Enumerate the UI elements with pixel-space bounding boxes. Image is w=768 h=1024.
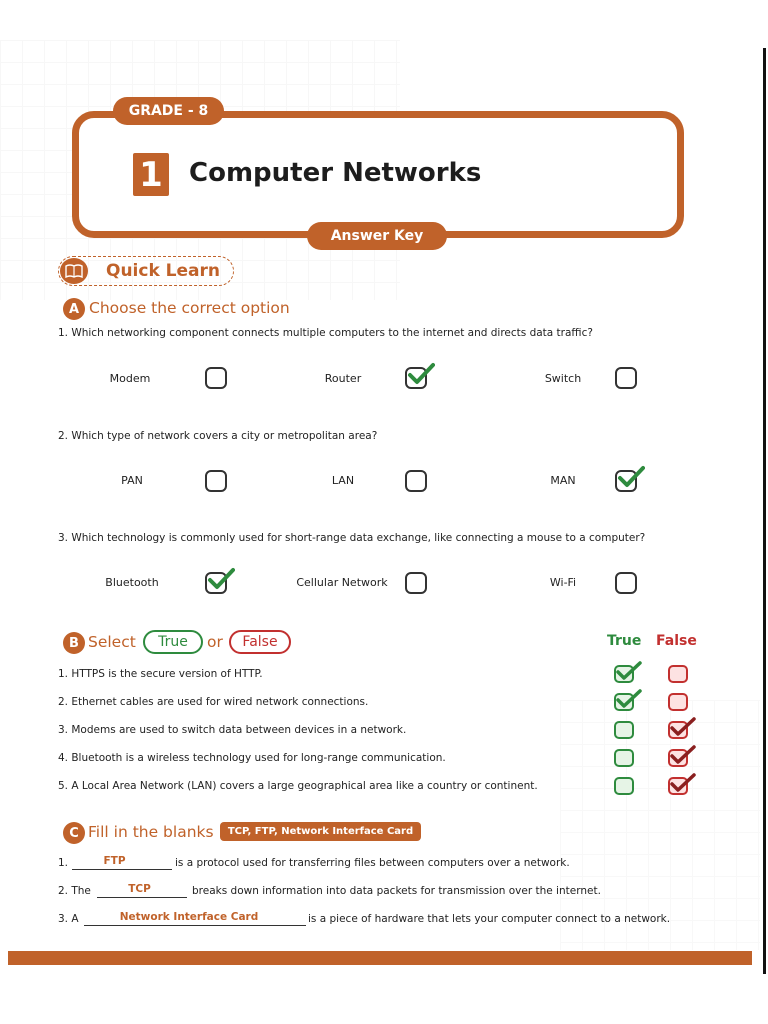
option-label: Modem	[109, 372, 151, 385]
blank-suffix: is a piece of hardware that lets your computer connect to a network.	[308, 913, 671, 925]
option-label: Wi-Fi	[549, 576, 577, 589]
blank-answer: FTP	[103, 855, 126, 867]
true-checkbox[interactable]	[614, 721, 634, 739]
option-checkbox[interactable]	[615, 572, 637, 594]
blank-prefix: 1.	[58, 857, 69, 869]
false-column-header: False	[656, 633, 697, 649]
option-label: Cellular Network	[296, 576, 388, 589]
option-label: PAN	[121, 474, 143, 487]
blank-suffix: is a protocol used for transferring files between computers over a network.	[175, 857, 570, 869]
checkmark-icon	[615, 465, 645, 489]
option-checkbox[interactable]	[405, 572, 427, 594]
statement-4: 4. Bluetooth is a wireless technology used for long-range communication.	[58, 752, 446, 764]
option-label: MAN	[550, 474, 576, 487]
blank-prefix: 3. A	[58, 913, 79, 925]
question-1: 1. Which networking component connects multiple computers to the internet and directs data traffic?	[58, 327, 593, 339]
section-b-badge: B	[63, 632, 85, 654]
option-label: Router	[324, 372, 362, 385]
page-edge-line	[763, 48, 766, 974]
option-checkbox[interactable]	[205, 367, 227, 389]
false-pill: False	[229, 630, 291, 654]
book-icon	[60, 258, 88, 284]
statement-5: 5. A Local Area Network (LAN) covers a large geographical area like a country or continent.	[58, 780, 538, 792]
statement-1: 1. HTTPS is the secure version of HTTP.	[58, 668, 263, 680]
blank-suffix: breaks down information into data packets for transmission over the internet.	[192, 885, 601, 897]
checkmark-icon	[614, 660, 642, 682]
true-checkbox[interactable]	[614, 749, 634, 767]
word-bank: TCP, FTP, Network Interface Card	[220, 822, 421, 841]
false-checkbox[interactable]	[668, 665, 688, 683]
or-label: or	[207, 633, 223, 651]
option-label: LAN	[331, 474, 355, 487]
option-checkbox[interactable]	[205, 470, 227, 492]
quick-learn-label: Quick Learn	[106, 261, 221, 281]
checkmark-icon	[668, 772, 696, 794]
statement-2: 2. Ethernet cables are used for wired network connections.	[58, 696, 369, 708]
question-2: 2. Which type of network covers a city or metropolitan area?	[58, 430, 378, 442]
grade-badge: GRADE - 8	[113, 97, 224, 125]
section-b-select-label: Select	[88, 633, 136, 651]
checkmark-icon	[405, 362, 435, 386]
question-3: 3. Which technology is commonly used for short-range data exchange, like connecting a mouse to a computer?	[58, 532, 646, 544]
true-column-header: True	[607, 633, 642, 649]
blank-answer: TCP	[128, 883, 151, 895]
true-checkbox[interactable]	[614, 777, 634, 795]
option-label: Bluetooth	[105, 576, 159, 589]
section-c-title: Fill in the blanks	[88, 823, 214, 841]
statement-3: 3. Modems are used to switch data between devices in a network.	[58, 724, 407, 736]
checkmark-icon	[668, 744, 696, 766]
answer-key-badge: Answer Key	[307, 222, 447, 250]
checkmark-icon	[205, 567, 235, 591]
blank-answer: Network Interface Card	[119, 911, 259, 923]
page-title: Computer Networks	[189, 158, 482, 188]
option-label: Switch	[544, 372, 582, 385]
section-a-title: Choose the correct option	[89, 299, 290, 317]
checkmark-icon	[614, 688, 642, 710]
option-checkbox[interactable]	[615, 367, 637, 389]
section-a-badge: A	[63, 298, 85, 320]
checkmark-icon	[668, 716, 696, 738]
option-checkbox[interactable]	[405, 470, 427, 492]
blank-prefix: 2. The	[58, 885, 91, 897]
false-checkbox[interactable]	[668, 693, 688, 711]
footer-bar	[8, 951, 752, 965]
true-pill: True	[143, 630, 203, 654]
section-c-badge: C	[63, 822, 85, 844]
chapter-number: 1	[133, 153, 169, 196]
